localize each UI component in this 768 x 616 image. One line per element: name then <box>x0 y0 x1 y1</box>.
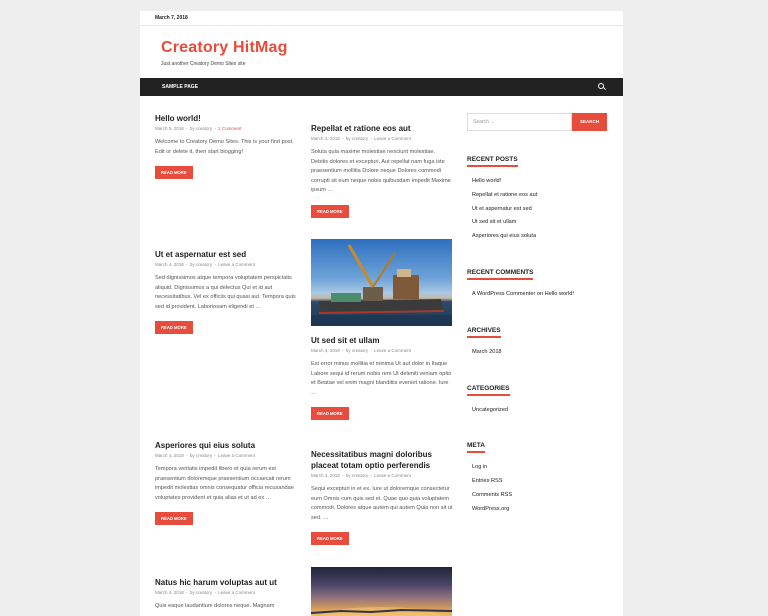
meta-link-login[interactable]: Log in <box>472 464 488 471</box>
post-excerpt: Tempora veritatis impedit libero et quia rerum est praesentium doloremque praesentium occaecati rerum impedit molestias omnis consequatur officia recusandae voluptates provident et quia alias et ut ad ex … <box>155 466 294 501</box>
post-title[interactable]: Hello world! <box>155 114 201 123</box>
post-card <box>155 249 297 334</box>
read-more-button[interactable]: READ MORE <box>155 166 193 179</box>
read-more-button[interactable]: READ MORE <box>155 321 193 334</box>
post-author[interactable]: creatory <box>195 590 213 595</box>
post-meta: March 4, 2018 - by creatory - Leave a Comment <box>311 136 411 141</box>
post-title[interactable]: Natus hic harum voluptas aut ut <box>155 578 277 587</box>
post-comments-link[interactable]: Leave a Comment <box>218 590 255 595</box>
post-thumbnail[interactable] <box>311 567 452 616</box>
site-title[interactable]: Creatory HitMag <box>161 39 288 56</box>
read-more-button[interactable]: READ MORE <box>311 532 349 545</box>
post-excerpt: Est error minus mollitia et minima Ut aut dolor in Itaque Labore sequi id rerum nobis rem Ut deleniti veniam optio et Beatae vel enim magni blanditiis eveniet ratione. Iure … <box>311 361 452 396</box>
post-card <box>155 577 297 612</box>
search-icon[interactable] <box>598 83 606 91</box>
post-card <box>155 440 297 525</box>
read-more-button[interactable]: READ MORE <box>311 407 349 420</box>
post-author[interactable]: creatory <box>195 262 213 267</box>
crane-boat-image <box>311 239 452 326</box>
post-title[interactable]: Ut et aspernatur est sed <box>155 250 247 259</box>
search-button[interactable]: SEARCH <box>572 113 607 131</box>
widget-recent-comments <box>467 261 607 302</box>
widget-title: META <box>467 442 485 453</box>
post-meta: March 4, 2018 - by creatory - Leave a Comment <box>155 262 255 267</box>
post-author-prefix: by <box>345 136 351 141</box>
post-card <box>311 239 453 420</box>
post-date[interactable]: March 4, 2018 <box>155 453 184 458</box>
top-bar <box>140 11 623 26</box>
comment-post-link[interactable]: Hello world! <box>544 290 574 297</box>
post-excerpt: Quis eaque laudantium dolores neque. Magnam <box>155 603 275 609</box>
post-author[interactable]: creatory <box>351 136 369 141</box>
post-comments-link[interactable]: Leave a Comment <box>218 262 255 267</box>
post-date[interactable]: March 4, 2018 <box>311 473 340 478</box>
current-date: March 7, 2018 <box>155 15 188 21</box>
post-meta: March 4, 2018 - by creatory - Leave a Comment <box>155 453 255 458</box>
meta-link-comments-rss[interactable]: Comments RSS <box>472 491 513 498</box>
post-comments-link[interactable]: Leave a Comment <box>374 136 411 141</box>
post-card <box>155 113 297 179</box>
recent-post-link[interactable]: Ut sed sit et ullam <box>472 219 517 226</box>
post-author-prefix: by <box>189 453 195 458</box>
post-date[interactable]: March 4, 2018 <box>311 348 340 353</box>
category-link[interactable]: Uncategorized <box>472 406 509 413</box>
post-date[interactable]: March 5, 2018 <box>155 126 184 131</box>
meta-link-wordpress[interactable]: WordPress.org <box>472 505 510 512</box>
main-navigation <box>140 78 623 96</box>
widget-meta <box>467 434 607 516</box>
post-date[interactable]: March 4, 2018 <box>155 590 184 595</box>
widget-title: RECENT POSTS <box>467 156 518 167</box>
post-author-prefix: by <box>345 348 351 353</box>
post-title[interactable]: Repellat et ratione eos aut <box>311 124 411 133</box>
sunset-image <box>311 567 452 616</box>
widget-title: CATEGORIES <box>467 385 510 396</box>
widget-title: RECENT COMMENTS <box>467 269 533 280</box>
post-author-prefix: by <box>189 126 195 131</box>
post-excerpt: Welcome to Creatory Demo Sites. This is your first post. Edit or delete it, then start blogging! <box>155 139 294 155</box>
recent-post-link[interactable]: Repellat et ratione eos aut <box>472 191 538 198</box>
search-form <box>467 113 607 131</box>
post-meta: March 5, 2018 - by creatory - 1 Comment <box>155 126 242 131</box>
widget-categories <box>467 377 607 418</box>
widget-recent-posts <box>467 148 607 244</box>
post-author[interactable]: creatory <box>351 473 369 478</box>
post-title[interactable]: Asperiores qui eius soluta <box>155 441 256 450</box>
post-title[interactable]: Necessitatibus magni doloribus placeat totam optio perferendis <box>311 450 432 470</box>
post-comments-link[interactable]: 1 Comment <box>218 126 242 131</box>
meta-link-entries-rss[interactable]: Entries RSS <box>472 478 503 485</box>
site-tagline: Just another Creatory Demo Sites site <box>161 61 246 67</box>
post-date[interactable]: March 4, 2018 <box>155 262 184 267</box>
page <box>140 11 623 616</box>
sidebar <box>467 113 607 517</box>
post-author-prefix: by <box>189 590 195 595</box>
recent-comment <box>472 288 607 302</box>
post-card <box>311 449 453 545</box>
post-title[interactable]: Ut sed sit et ullam <box>311 336 380 345</box>
read-more-button[interactable]: READ MORE <box>155 512 193 525</box>
widget-title: ARCHIVES <box>467 327 501 338</box>
archive-link[interactable]: March 2018 <box>472 348 502 355</box>
post-comments-link[interactable]: Leave a Comment <box>374 348 411 353</box>
post-comments-link[interactable]: Leave a Comment <box>374 473 411 478</box>
post-thumbnail[interactable] <box>311 239 452 326</box>
post-card <box>311 123 453 218</box>
post-excerpt: Sed dignissimos atque tempora voluptatem perspiciatis aliquid. Dignissimos a qui delectus Qui et id aut necessitatibus. Vel ex officiis qui quasi aut. Tempora quis sed id provident. Laboriosam eligendi et … <box>155 275 296 310</box>
recent-post-link[interactable]: Ut et aspernatur est sed <box>472 205 532 212</box>
post-date[interactable]: March 4, 2018 <box>311 136 340 141</box>
read-more-button[interactable]: READ MORE <box>311 205 349 218</box>
widget-archives <box>467 319 607 360</box>
post-excerpt: Soluta quia maxime molestiae nesciunt molestiae. Debitis dolores et excepturi. Aut repellat nam fuga iste praesentium mollitia Dolore neque Dolores commodi corrupti sit eum neque nobis quibusdam impedit Maxime ipsum … <box>311 149 451 194</box>
comment-on-text: on <box>536 290 544 297</box>
post-author[interactable]: creatory <box>351 348 369 353</box>
post-author[interactable]: creatory <box>195 126 213 131</box>
post-card <box>311 567 453 616</box>
post-meta: March 4, 2018 - by creatory - Leave a Comment <box>155 590 255 595</box>
site-branding <box>140 26 623 78</box>
recent-post-link[interactable]: Hello world! <box>472 178 502 184</box>
post-meta: March 4, 2018 - by creatory - Leave a Comment <box>311 348 411 353</box>
comment-author-link[interactable]: A WordPress Commenter <box>472 290 536 297</box>
recent-post-link[interactable]: Asperiores qui eius soluta <box>472 233 537 240</box>
post-meta: March 4, 2018 - by creatory - Leave a Comment <box>311 473 411 478</box>
post-author-prefix: by <box>189 262 195 267</box>
post-author-prefix: by <box>345 473 351 478</box>
nav-item-sample-page[interactable]: SAMPLE PAGE <box>162 84 199 90</box>
post-excerpt: Sequi excepturi in et ex. Iure ut doloremque consectetur eum Omnis cum quis sed et. Quae quo quia voluptatem commodi. Dolores atque autem qui autem Quia non sit ut sed. … <box>311 486 453 521</box>
post-author[interactable]: creatory <box>195 453 213 458</box>
post-comments-link[interactable]: Leave a Comment <box>218 453 255 458</box>
search-input[interactable]: Search ... <box>467 113 572 131</box>
